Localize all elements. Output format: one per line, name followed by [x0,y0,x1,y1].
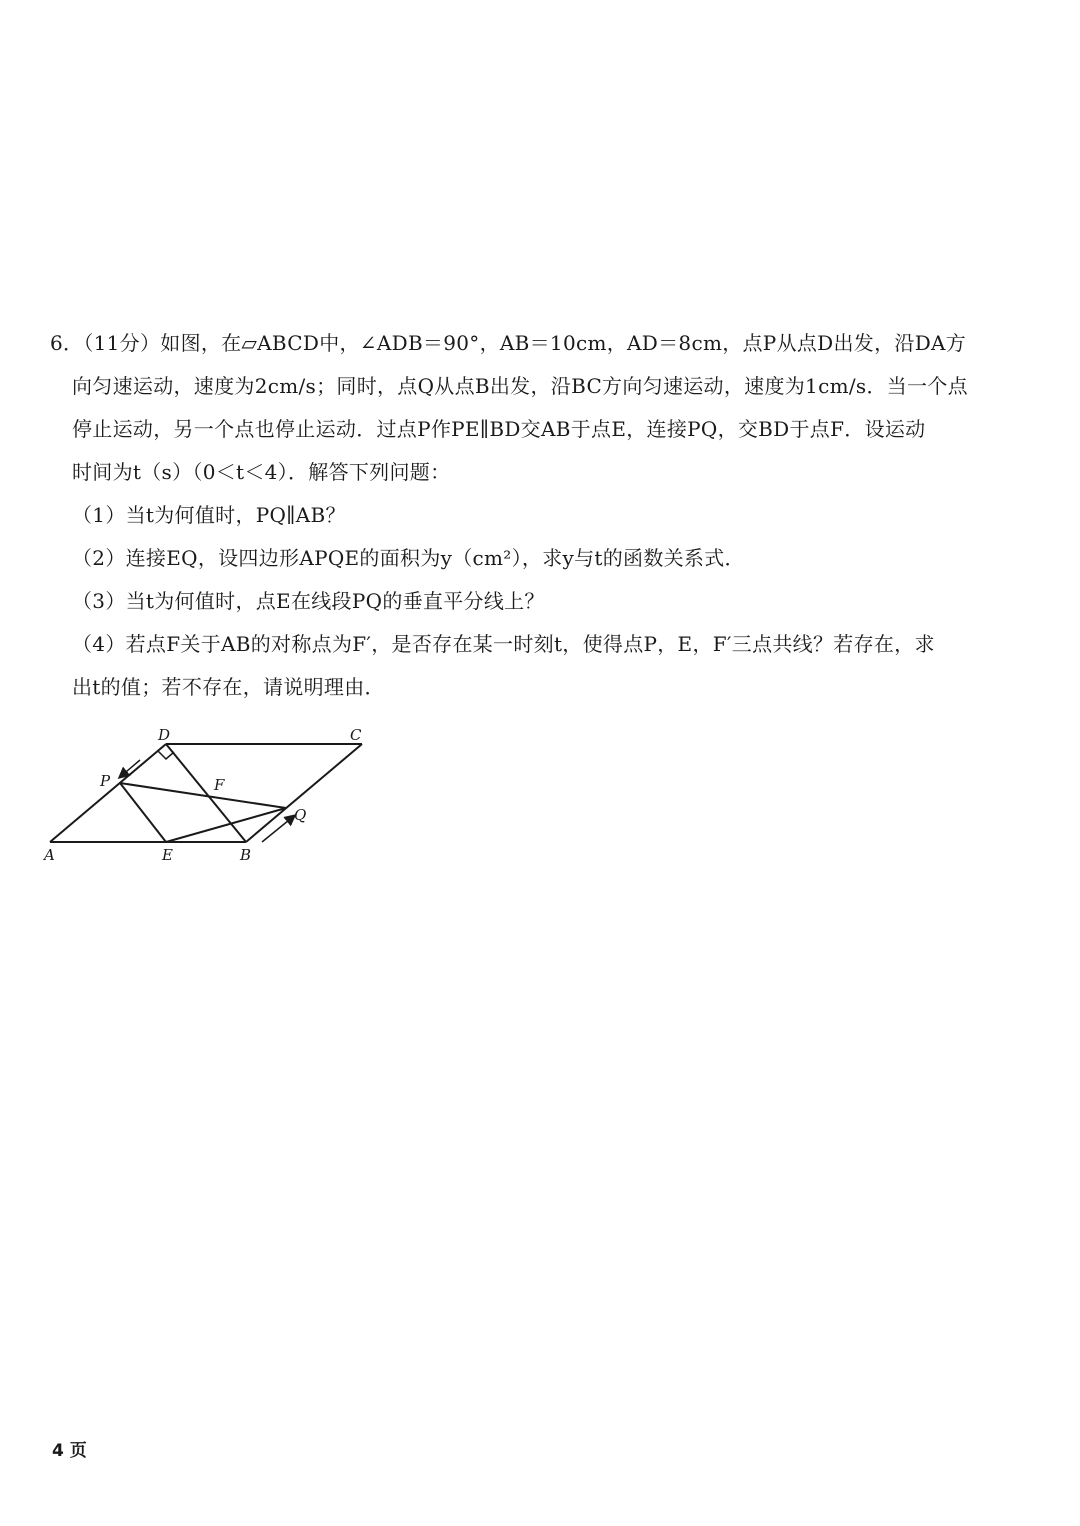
segment-PQ [120,783,286,808]
question-1: （1）当t为何值时，PQ∥AB？ [72,503,346,527]
geometry-figure [40,724,380,870]
label-P: P [100,772,111,790]
label-C: C [350,726,362,744]
label-D: D [158,726,171,744]
problem-text [50,322,1040,709]
problem-line-2: 向匀速运动，速度为2cm/s；同时，点Q从点B出发，沿BC方向匀速运动，速度为1cm/s．当一个点 [72,374,968,398]
label-E: E [162,846,173,864]
question-4-cont: 出t的值；若不存在，请说明理由． [72,675,385,699]
segment-PE [120,783,166,842]
question-3: （3）当t为何值时，点E在线段PQ的垂直平分线上？ [72,589,545,613]
arrow-Q-motion [262,816,294,842]
problem-line-1: 6．（11分）如图，在▱ABCD中，∠ADB＝90°，AB＝10cm，AD＝8cm，点P从点D出发，沿DA方 [50,331,967,355]
label-B: B [240,846,252,864]
label-F: F [214,776,225,794]
side-DA [50,744,166,842]
page-number: 4 页 [52,1441,87,1461]
label-A: A [44,846,55,864]
question-2: （2）连接EQ，设四边形APQE的面积为y（cm²），求y与t的函数关系式． [72,546,745,570]
side-BC [246,744,362,842]
question-4: （4）若点F关于AB的对称点为F′，是否存在某一时刻t，使得点P，E，F′三点共线？若存在，求 [72,632,935,656]
label-Q: Q [294,806,307,824]
problem-line-3: 停止运动，另一个点也停止运动．过点P作PE∥BD交AB于点E，连接PQ，交BD于点F．设运动 [72,417,926,441]
problem-line-4: 时间为t（s）（0＜t＜4）．解答下列问题： [72,460,451,484]
diagonal-BD [166,744,246,842]
